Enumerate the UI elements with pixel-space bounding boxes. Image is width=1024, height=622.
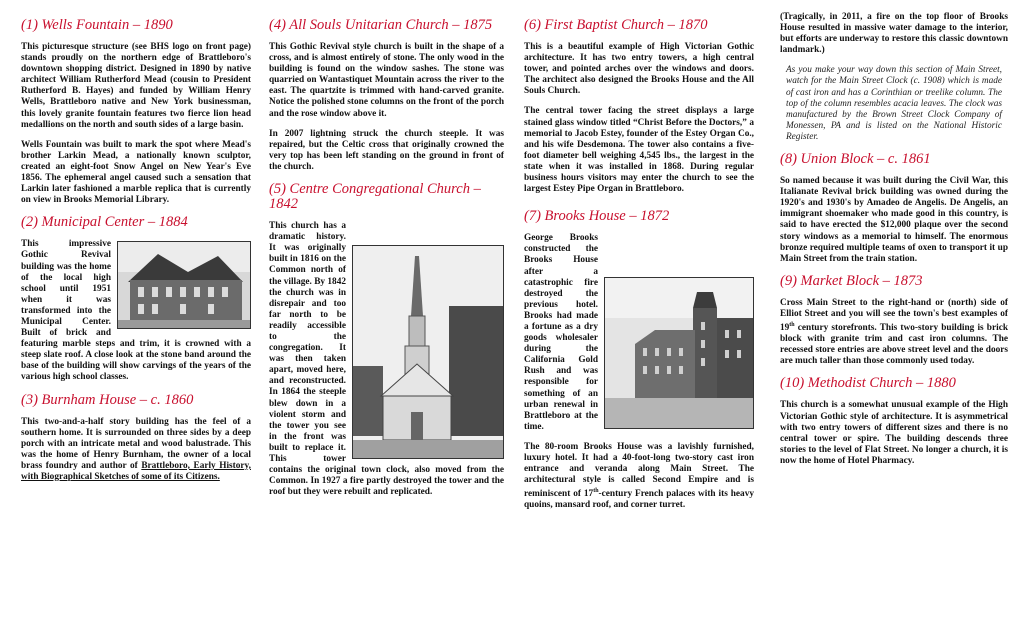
wells-fountain-text-1: This picturesque structure (see BHS logo on front page) stands proudly on the northern edge of Brattleboro's downtown shopping district. Designed in 1890 by native architect William Rutherford Mead (cousin to President Rutherford B. Hayes) and funded by William Henry Wells, Brattleboro native and New York businessman, this lovely granite fountain features two fierce lion head medallions on the north and south sides of a large basin. — [21, 42, 251, 130]
brooks-house-fire-note: (Tragically, in 2011, a fire on the top floor of Brooks House resulted in massive water damage to the interior, but efforts are underway to restore this classic downtown landmark.) — [780, 12, 1008, 56]
first-baptist-text-1: This is a beautiful example of High Victorian Gothic architecture. It has two entry towers, a high central tower, and pointed arches over the windows and doors. The architect also designed the Brooks House and the All Souls Church. — [524, 42, 754, 97]
brooks-house-text-2b: -century French palaces with its heavy quoins, mansard roof, and corner turret. — [524, 489, 754, 511]
column-4 — [780, 12, 1008, 476]
section-title-wells-fountain: (1) Wells Fountain – 1890 — [21, 17, 173, 33]
section-title-burnham-house: (3) Burnham House – c. 1860 — [21, 391, 194, 408]
union-block-text: So named because it was built during the Civil War, this Italianate Revival brick building was owned during the 1920's and 1930's by Amadeo de Angelis. De Angelis, an immigrant shoemaker who made good in this country, is said to have erected the $12,000 plaque over the second story windows as a memorial to himself. The enormous bronze required multiple teams of oxen to transport it up Main Street from the train station. — [780, 176, 1008, 264]
column-3 — [524, 12, 754, 521]
market-block-text-a: Cross Main Street to the right-hand or (north) side of Elliot Street and you will see the town's best examples of 19 — [780, 297, 1008, 334]
methodist-church-text: This church is a somewhat unusual example of the High Victorian Gothic style of architecture. It is asymmetrical with two entry towers of different sizes and there is no central tower or spire. The building descends three stories to the level of Flat Street. No longer a church, it is now the home of Hotel Pharmacy. — [780, 400, 1008, 466]
all-souls-text-2: In 2007 lightning struck the church steeple. It was repaired, but the Celtic cross that originally crowned the very top has been left standing on the ground in front of the church. — [269, 128, 504, 172]
main-street-clock-note: As you make your way down this section of Main Street, watch for the Main Street Clock (c. 1908) which is made of cast iron and has a Corinthian or treelike column. The top of the column resembles acacia leaves. The clock was manufactured by the Brown Street Clock Company of Monessen, PA and is listed on the National Historic Register. — [786, 65, 1002, 142]
market-block-text — [780, 298, 1008, 368]
brooks-house-sup: th — [593, 488, 599, 495]
centre-congregational-photo — [352, 245, 504, 459]
column-1 — [21, 12, 251, 492]
section-title-methodist-church: (10) Methodist Church – 1880 — [780, 375, 956, 392]
centre-congregational-text: This church has a dramatic history. It was originally built in 1816 on the Common north of the village. By 1842 the church was in disrepair and too far north to be readily accessible to the congregation. It was then taken apart, moved here, and reconstructed. In 1864 the steeple blew down in a violent storm and the tower you see in the front was built to replace it. This tower contains the original town clock, also moved from the Common. In 1927 a fire partly destroyed the tower and the roof but they were rebuilt and replicated. — [269, 221, 504, 498]
section-title-market-block: (9) Market Block – 1873 — [780, 272, 923, 289]
brooks-house-text-2a: The 80-room Brooks House was a lavishly furnished, luxury hotel. It had a 40-foot-long two-story cast iron entrance and veranda along Main Street. The architectural style is called Second Empire and is reminiscent of 17 — [524, 441, 754, 500]
burnham-house-text-body: This two-and-a-half story building has the feel of a southern home. It is surrounded on three sides by a deep porch with an intricate metal and wood balustrade. This was the home of Henry Burnham, the owner of a local brass foundry and author of — [21, 416, 251, 471]
section-title-first-baptist: (6) First Baptist Church – 1870 — [524, 17, 708, 33]
column-2 — [269, 12, 504, 507]
section-title-centre-congregational: (5) Centre Congregational Church – 1842 — [269, 181, 481, 213]
municipal-center-text: This impressive Gothic Revival building was the home of the local high school until 1951 when it was transformed into the Municipal Center. Built of brick and featuring marble steps and trim, it is crowned with a steep slate roof. A close look at the stone band around the base of the building will show carvings of the years of the various high school classes. — [21, 239, 251, 383]
market-block-text-b: century storefronts. This two-story building is brick block with granite trim and cast iron columns. The recessed store entries are above street level and the doors are much taller than those commonly used today. — [780, 323, 1008, 367]
brooks-house-photo — [604, 277, 754, 429]
burnham-house-text — [21, 417, 251, 484]
brooks-house-text-1: George Brooks constructed the Brooks House after a catastrophic fire destroyed the previous hotel. Brooks had made a fortune as a dry goods wholesaler during the California Gold Rush and was responsible for something of an urban renewal in Brattleboro at the time. — [524, 233, 598, 432]
section-title-brooks-house: (7) Brooks House – 1872 — [524, 208, 670, 225]
section-title-all-souls: (4) All Souls Unitarian Church – 1875 — [269, 17, 493, 33]
first-baptist-text-2: The central tower facing the street displays a large stained glass window titled “Christ Before the Doctors,” a memorial to Jacob Estey, founder of the Estey Organ Co., and his wife Desdemona. The tower also contains a five-foot diameter bell weighing 4,545 lbs., the largest in the state when it was installed in 1868. During regular business hours visitors may enter the church to see the largest Estey Pipe Organ in Brattleboro. — [524, 106, 754, 195]
brooks-house-text-2 — [524, 442, 754, 512]
section-title-union-block: (8) Union Block – c. 1861 — [780, 151, 931, 168]
burnham-book-title: Brattleboro, Early History, with Biographical Sketches of some of its Citizens. — [21, 460, 251, 482]
wells-fountain-text-2: Wells Fountain was built to mark the spot where Mead's brother Larkin Mead, a nationally known sculptor, created an eight-foot Snow Angel on New Year's Eve 1856. The ephemeral angel caused such a sensation that Larkin later fashioned a marble replica that is currently on view in Brooks Memorial Library. — [21, 139, 251, 206]
section-title-municipal-center: (2) Municipal Center – 1884 — [21, 214, 188, 231]
all-souls-text-1: This Gothic Revival style church is built in the shape of a cross, and is almost entirely of stone. The only wood in the building is found on the window sashes. The stone was quarried on Wantastiquet Mountain across the river to the east. The quartzite is trimmed with hand-carved granite. Notice the polished stone columns on the front of the porch and the rose window above it. — [269, 42, 504, 119]
market-block-sup: th — [789, 321, 795, 328]
municipal-center-photo — [117, 241, 251, 329]
